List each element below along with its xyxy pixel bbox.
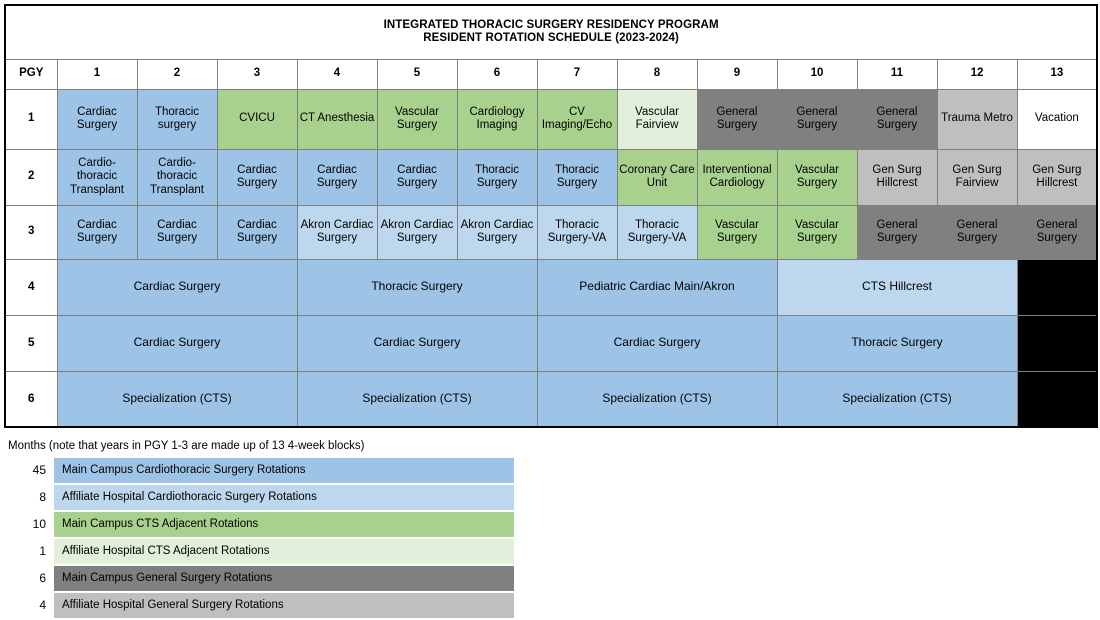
legend-item bbox=[6, 593, 566, 618]
column-header-8: 8 bbox=[617, 59, 697, 89]
rotation-cell: Cardiac Surgery bbox=[377, 149, 457, 205]
rotation-cell: General Surgery bbox=[1017, 205, 1097, 259]
pgy-row-6 bbox=[5, 371, 1097, 427]
column-header-10: 10 bbox=[777, 59, 857, 89]
legend-month-count: 1 bbox=[39, 544, 46, 558]
rotation-cell: Cardio-thoracic Transplant bbox=[57, 149, 137, 205]
column-header-9: 9 bbox=[697, 59, 777, 89]
rotation-cell: Thoracic Surgery bbox=[777, 315, 1017, 371]
pgy-row-5 bbox=[5, 315, 1097, 371]
rotation-cell: Pediatric Cardiac Main/Akron bbox=[537, 259, 777, 315]
pgy-label-2: 2 bbox=[5, 149, 57, 205]
column-header-3: 3 bbox=[217, 59, 297, 89]
column-header-11: 11 bbox=[857, 59, 937, 89]
legend-item bbox=[6, 539, 566, 564]
empty-block-cell bbox=[1017, 315, 1097, 371]
rotation-cell: Coronary Care Unit bbox=[617, 149, 697, 205]
rotation-cell: Akron Cardiac Surgery bbox=[297, 205, 377, 259]
title-line-2: RESIDENT ROTATION SCHEDULE (2023-2024) bbox=[423, 32, 679, 45]
rotation-cell: CTS Hillcrest bbox=[777, 259, 1017, 315]
rotation-cell: Cardiac Surgery bbox=[57, 259, 297, 315]
legend-month-count: 6 bbox=[39, 571, 46, 585]
legend-item bbox=[6, 512, 566, 537]
rotation-cell: Gen Surg Hillcrest bbox=[1017, 149, 1097, 205]
rotation-cell: Akron Cardiac Surgery bbox=[377, 205, 457, 259]
rotation-cell: Specialization (CTS) bbox=[537, 371, 777, 427]
title-row bbox=[5, 5, 1097, 59]
rotation-cell: General Surgery bbox=[857, 205, 937, 259]
rotation-cell: Vascular Fairview bbox=[617, 89, 697, 149]
legend-items bbox=[6, 458, 566, 618]
rotation-cell: General Surgery bbox=[857, 89, 937, 149]
rotation-cell: Akron Cardiac Surgery bbox=[457, 205, 537, 259]
rotation-cell: Thoracic Surgery bbox=[457, 149, 537, 205]
rotation-cell: Cardiac Surgery bbox=[57, 89, 137, 149]
rotation-cell: Cardiac Surgery bbox=[297, 315, 537, 371]
rotation-cell: Specialization (CTS) bbox=[57, 371, 297, 427]
column-header-12: 12 bbox=[937, 59, 1017, 89]
rotation-schedule-table bbox=[4, 4, 1098, 428]
legend-swatch-label: Affiliate Hospital Cardiothoracic Surgery Rotations bbox=[54, 485, 514, 510]
legend-item bbox=[6, 485, 566, 510]
pgy-row-4 bbox=[5, 259, 1097, 315]
pgy-header-label: PGY bbox=[5, 59, 57, 89]
column-header-2: 2 bbox=[137, 59, 217, 89]
rotation-cell: Specialization (CTS) bbox=[297, 371, 537, 427]
column-header-5: 5 bbox=[377, 59, 457, 89]
rotation-cell: General Surgery bbox=[697, 89, 777, 149]
rotation-cell: Gen Surg Hillcrest bbox=[857, 149, 937, 205]
rotation-cell: Vascular Surgery bbox=[777, 149, 857, 205]
rotation-cell: Cardiac Surgery bbox=[137, 205, 217, 259]
rotation-cell: CT Anesthesia bbox=[297, 89, 377, 149]
rotation-cell: Cardiac Surgery bbox=[57, 315, 297, 371]
rotation-cell: Trauma Metro bbox=[937, 89, 1017, 149]
rotation-cell: CV Imaging/Echo bbox=[537, 89, 617, 149]
rotation-cell: Thoracic Surgery bbox=[537, 149, 617, 205]
rotation-cell: Cardiac Surgery bbox=[217, 149, 297, 205]
legend-item bbox=[6, 566, 566, 591]
column-header-1: 1 bbox=[57, 59, 137, 89]
rotation-cell: Thoracic surgery bbox=[137, 89, 217, 149]
rotation-cell: Vascular Surgery bbox=[377, 89, 457, 149]
legend-month-count: 45 bbox=[32, 463, 46, 477]
column-header-4: 4 bbox=[297, 59, 377, 89]
legend-swatch-label: Affiliate Hospital CTS Adjacent Rotations bbox=[54, 539, 514, 564]
pgy-label-6: 6 bbox=[5, 371, 57, 427]
pgy-label-3: 3 bbox=[5, 205, 57, 259]
legend-month-count: 8 bbox=[39, 490, 46, 504]
rotation-cell: Vascular Surgery bbox=[697, 205, 777, 259]
legend bbox=[6, 440, 566, 620]
rotation-cell: Interventional Cardiology bbox=[697, 149, 777, 205]
pgy-label-4: 4 bbox=[5, 259, 57, 315]
rotation-cell: Specialization (CTS) bbox=[777, 371, 1017, 427]
rotation-cell: Cardiac Surgery bbox=[297, 149, 377, 205]
rotation-cell: Cardiac Surgery bbox=[57, 205, 137, 259]
rotation-cell: Cardiac Surgery bbox=[537, 315, 777, 371]
rotation-cell: General Surgery bbox=[937, 205, 1017, 259]
column-header-7: 7 bbox=[537, 59, 617, 89]
legend-month-count: 4 bbox=[39, 598, 46, 612]
rotation-cell: Thoracic Surgery-VA bbox=[617, 205, 697, 259]
column-header-13: 13 bbox=[1017, 59, 1097, 89]
pgy-label-5: 5 bbox=[5, 315, 57, 371]
legend-swatch-label: Affiliate Hospital General Surgery Rotations bbox=[54, 593, 514, 618]
rotation-cell: Cardio-thoracic Transplant bbox=[137, 149, 217, 205]
rotation-cell: Cardiology Imaging bbox=[457, 89, 537, 149]
pgy-row-2 bbox=[5, 149, 1097, 205]
legend-swatch-label: Main Campus Cardiothoracic Surgery Rotations bbox=[54, 458, 514, 483]
rotation-cell: Gen Surg Fairview bbox=[937, 149, 1017, 205]
schedule-body bbox=[5, 5, 1097, 427]
legend-month-count: 10 bbox=[32, 517, 46, 531]
rotation-cell: Vacation bbox=[1017, 89, 1097, 149]
column-header-row bbox=[5, 59, 1097, 89]
rotation-cell: Thoracic Surgery-VA bbox=[537, 205, 617, 259]
rotation-cell: Vascular Surgery bbox=[777, 205, 857, 259]
empty-block-cell bbox=[1017, 259, 1097, 315]
column-header-6: 6 bbox=[457, 59, 537, 89]
rotation-cell: General Surgery bbox=[777, 89, 857, 149]
empty-block-cell bbox=[1017, 371, 1097, 427]
legend-note: Months (note that years in PGY 1-3 are made up of 13 4-week blocks) bbox=[8, 440, 365, 452]
rotation-cell: Thoracic Surgery bbox=[297, 259, 537, 315]
rotation-cell: Cardiac Surgery bbox=[217, 205, 297, 259]
legend-swatch-label: Main Campus CTS Adjacent Rotations bbox=[54, 512, 514, 537]
pgy-row-1 bbox=[5, 89, 1097, 149]
pgy-row-3 bbox=[5, 205, 1097, 259]
legend-item bbox=[6, 458, 566, 483]
legend-swatch-label: Main Campus General Surgery Rotations bbox=[54, 566, 514, 591]
pgy-label-1: 1 bbox=[5, 89, 57, 149]
rotation-cell: CVICU bbox=[217, 89, 297, 149]
page-title bbox=[5, 5, 1097, 59]
title-line-1: INTEGRATED THORACIC SURGERY RESIDENCY PROGRAM bbox=[383, 18, 719, 31]
